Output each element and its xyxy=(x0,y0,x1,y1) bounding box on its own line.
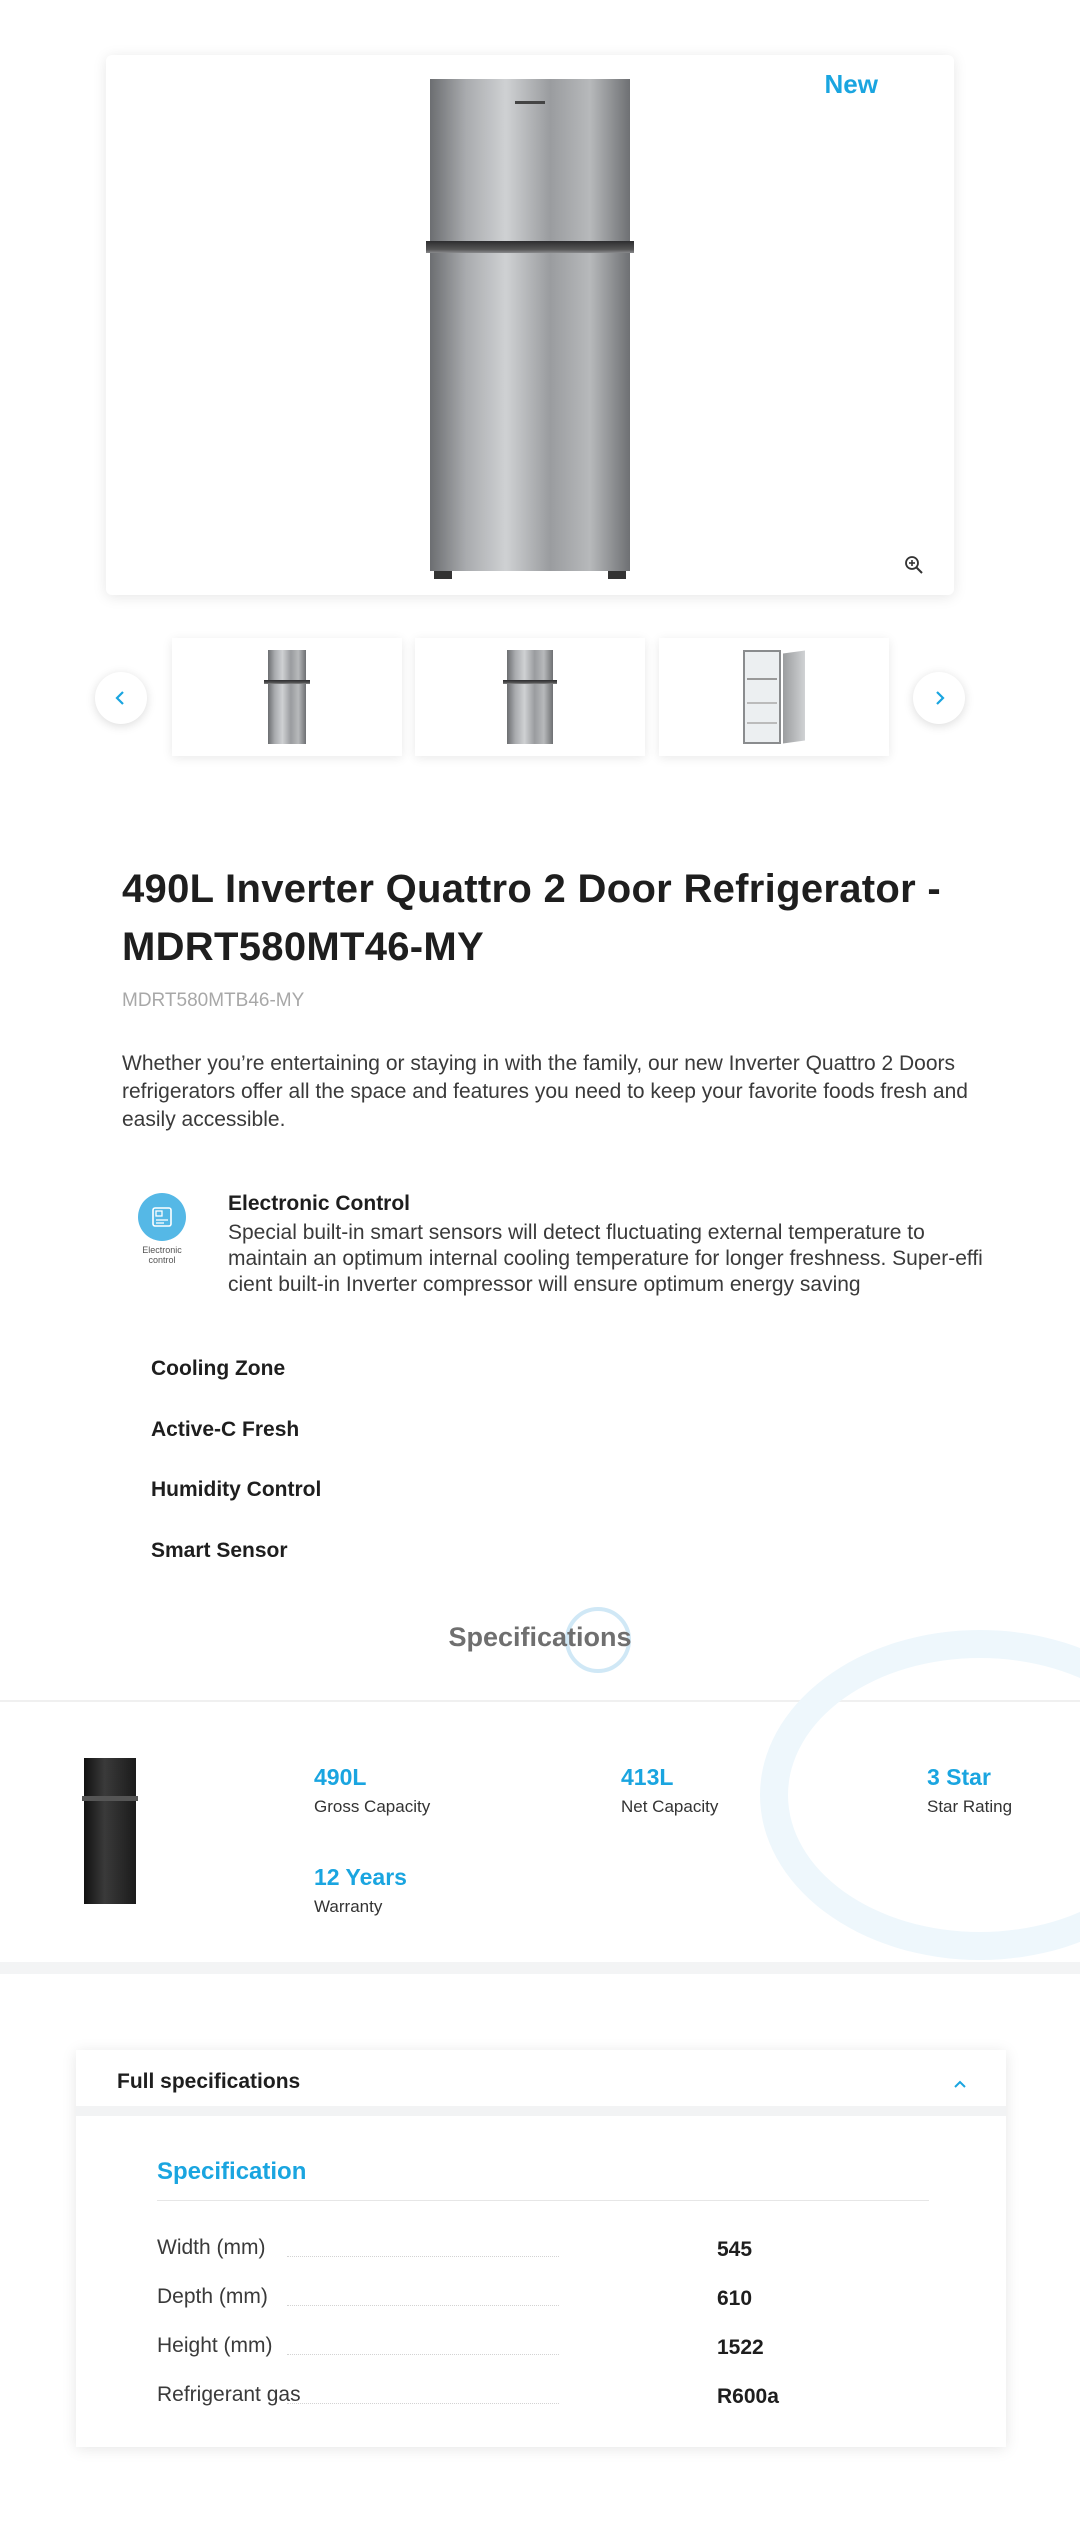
thumbnail-3[interactable] xyxy=(659,638,889,756)
feature-description: Special built-in smart sensors will detect fluctuating external temperature to maintain an optimum internal cooling temperature for longer freshness. Super-effi cient built-in Inverter compressor will ensure optimum energy saving xyxy=(228,1221,983,1296)
refrigerator-image xyxy=(430,79,630,571)
chevron-left-icon xyxy=(112,689,130,707)
feature-cooling-zone[interactable]: Cooling Zone xyxy=(151,1357,286,1380)
thumbnail-carousel xyxy=(0,638,1080,758)
spec-row: Width (mm) 545 xyxy=(157,2236,753,2261)
spec-row: Height (mm) 1522 xyxy=(157,2334,764,2359)
product-description: Whether you’re entertaining or staying in with the family, our new Inverter Quattro 2 Doors refrigerators offer all the space and features you need to keep your favorite foods fresh and easily accessible. xyxy=(122,1052,968,1131)
feature-smart-sensor[interactable]: Smart Sensor xyxy=(151,1539,288,1562)
product-sku: MDRT580MTB46-MY xyxy=(122,990,305,1011)
spec-row: Depth (mm) 610 xyxy=(157,2285,753,2310)
feature-title: Electronic Control xyxy=(228,1192,411,1215)
thumbnail-2[interactable] xyxy=(415,638,645,756)
full-specifications-title: Full specifications xyxy=(117,2070,301,2093)
full-specifications-panel xyxy=(76,2050,1006,2447)
electronic-control-icon xyxy=(134,1193,190,1265)
new-badge: New xyxy=(824,69,878,99)
product-main-image[interactable] xyxy=(106,55,954,595)
carousel-prev-button[interactable] xyxy=(95,672,147,724)
thumbnail-1[interactable] xyxy=(172,638,402,756)
metric-gross-capacity: 490L Gross Capacity xyxy=(314,1764,431,1816)
chevron-up-icon xyxy=(952,2076,968,2092)
metric-warranty: 12 Years Warranty xyxy=(314,1864,407,1916)
specification-section-title: Specification xyxy=(157,2158,307,2185)
carousel-next-button[interactable] xyxy=(913,672,965,724)
full-specifications-toggle[interactable] xyxy=(76,2050,1006,2116)
metric-net-capacity: 413L Net Capacity xyxy=(621,1764,719,1816)
feature-active-c-fresh[interactable]: Active-C Fresh xyxy=(151,1418,300,1441)
spec-row: Refrigerant gas R600a xyxy=(157,2383,779,2408)
chevron-right-icon xyxy=(930,689,948,707)
electronic-control-caption: Electronic control xyxy=(142,1245,182,1265)
metric-star-rating: 3 Star Star Rating xyxy=(927,1764,1013,1816)
specifications-product-image xyxy=(84,1758,136,1904)
zoom-in-icon[interactable] xyxy=(904,555,924,575)
product-title: 490L Inverter Quattro 2 Door Refrigerator - MDRT580MT46-MY xyxy=(122,867,942,969)
specifications-heading: Specifications xyxy=(448,1622,632,1652)
feature-humidity-control[interactable]: Humidity Control xyxy=(151,1478,322,1501)
